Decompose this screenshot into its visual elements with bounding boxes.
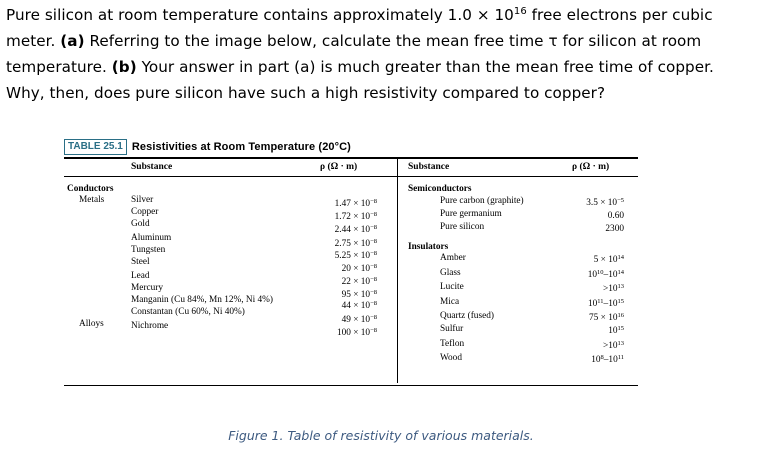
col-header-substance-right: Substance — [408, 162, 450, 172]
resistivity-value — [586, 198, 624, 209]
value-exponent: −8 — [370, 263, 377, 270]
substance-name: Glass — [440, 268, 461, 278]
value-exponent: −8 — [370, 276, 377, 283]
resistivity-value — [342, 315, 377, 326]
resistivity-value — [335, 251, 377, 262]
value-range-tail: –10 — [603, 270, 618, 280]
resistivity-value — [335, 239, 377, 250]
value-mantissa: 100 × 10 — [336, 328, 371, 338]
substance-name: Mercury — [131, 283, 164, 293]
value-exponent: −8 — [370, 314, 377, 321]
value-mantissa: >10 — [602, 341, 618, 351]
part-b-label: (b) — [111, 58, 137, 76]
value-exponent: −8 — [370, 238, 377, 245]
table-title: Resistivities at Room Temperature (20°C) — [131, 141, 351, 153]
value-exponent: −5 — [617, 197, 624, 204]
value-mantissa: 0.60 — [607, 211, 624, 221]
value-mantissa: 49 × 10 — [341, 315, 371, 325]
resistivity-value — [337, 328, 377, 339]
part-a-text: Referring to the image below, calculate the mean free time τ for silicon at room temperature. — [6, 32, 702, 76]
substance-name: Teflon — [440, 339, 465, 349]
substance-name: Lucite — [440, 282, 464, 292]
group-semiconductors: Semiconductors — [408, 184, 472, 194]
substance-name: Nichrome — [131, 321, 169, 331]
resistivity-value — [605, 224, 624, 235]
resistivity-value — [335, 199, 377, 210]
question-part2: free electrons per cubic meter. — [6, 6, 713, 50]
substance-name: Pure carbon (graphite) — [440, 196, 524, 206]
resistivity-value — [603, 284, 624, 295]
value-exponent-2: 15 — [617, 298, 624, 305]
value-mantissa: 2.75 × 10 — [334, 239, 371, 249]
value-exponent: 10 — [597, 269, 604, 276]
substance-name: Manganin (Cu 84%, Mn 12%, Ni 4%) — [131, 295, 274, 305]
value-exponent: 8 — [600, 354, 604, 361]
resistivity-value — [588, 270, 624, 281]
resistivity-value — [591, 355, 624, 366]
value-mantissa: 10 — [591, 355, 601, 365]
value-mantissa: 75 × 10 — [589, 313, 618, 323]
col-header-rho-right: ρ (Ω · m) — [572, 162, 610, 172]
substance-name: Steel — [131, 257, 150, 267]
value-mantissa: 1.47 × 10 — [334, 199, 371, 209]
resistivity-value — [335, 225, 377, 236]
resistivity-value — [342, 277, 377, 288]
resistivity-value — [588, 299, 624, 310]
part-b-text: Your answer in part (a) is much greater than the mean free time of copper. Why, then, does pure silicon have such a high resistivity compared to copper? — [6, 58, 714, 102]
value-exponent: −8 — [370, 289, 377, 296]
substance-name: Constantan (Cu 60%, Ni 40%) — [131, 307, 245, 317]
resistivity-value — [594, 255, 624, 266]
substance-name: Silver — [131, 195, 154, 205]
resistivity-value — [342, 264, 377, 275]
value-exponent: 15 — [617, 325, 624, 332]
value-mantissa: 3.5 × 10 — [586, 198, 618, 208]
resistivity-value — [603, 341, 624, 352]
substance-name: Copper — [131, 207, 159, 217]
group-alloys: Alloys — [79, 319, 104, 329]
substance-name: Tungsten — [131, 245, 166, 255]
value-mantissa: 20 × 10 — [341, 264, 371, 274]
value-exponent: −8 — [370, 327, 377, 334]
substance-name: Lead — [131, 271, 150, 281]
value-mantissa: 1.72 × 10 — [334, 212, 371, 222]
value-range-tail: –10 — [603, 299, 618, 309]
value-mantissa: 5.25 × 10 — [334, 251, 371, 261]
group-conductors: Conductors — [67, 184, 114, 194]
value-exponent: 16 — [617, 312, 624, 319]
resistivity-value — [589, 313, 624, 324]
col-header-rho-left: ρ (Ω · m) — [320, 162, 358, 172]
value-exponent: 13 — [617, 340, 624, 347]
substance-name: Pure silicon — [440, 222, 485, 232]
question-text — [6, 2, 756, 106]
value-mantissa: 2300 — [605, 224, 624, 234]
table-header-rule — [64, 176, 638, 177]
substance-name: Sulfur — [440, 324, 464, 334]
question-part1: Pure silicon at room temperature contains approximately 1.0 × 10 — [6, 6, 514, 24]
value-exponent: −8 — [370, 211, 377, 218]
value-mantissa: >10 — [602, 284, 618, 294]
substance-name: Amber — [440, 253, 466, 263]
value-exponent: −8 — [370, 300, 377, 307]
resistivity-value — [335, 212, 377, 223]
table-number: TABLE 25.1 — [64, 139, 127, 155]
value-range-tail: –10 — [603, 355, 618, 365]
value-exponent: 13 — [617, 283, 624, 290]
col-header-substance-left: Substance — [131, 162, 173, 172]
substance-name: Wood — [440, 353, 462, 363]
question-exponent: 16 — [513, 6, 527, 17]
value-mantissa: 44 × 10 — [341, 301, 371, 311]
table-bottom-rule — [64, 385, 638, 386]
resistivity-value — [608, 211, 624, 222]
group-metals: Metals — [79, 195, 105, 205]
part-a-label: (a) — [60, 32, 85, 50]
value-exponent: −8 — [370, 224, 377, 231]
figure-caption: Figure 1. Table of resistivity of various materials. — [228, 428, 534, 443]
value-mantissa: 10 — [587, 270, 598, 280]
substance-name: Mica — [440, 297, 460, 307]
table-column-divider — [397, 159, 398, 383]
value-exponent: −8 — [370, 250, 377, 257]
value-mantissa: 95 × 10 — [341, 290, 371, 300]
value-mantissa: 5 × 10 — [593, 255, 618, 265]
value-mantissa: 10 — [587, 299, 598, 309]
value-mantissa: 10 — [608, 326, 618, 336]
value-exponent-2: 11 — [617, 354, 624, 361]
value-mantissa: 2.44 × 10 — [334, 225, 371, 235]
group-insulators: Insulators — [408, 242, 449, 252]
resistivity-value — [342, 301, 377, 312]
value-exponent-2: 14 — [617, 269, 624, 276]
table-header — [64, 138, 351, 156]
resistivity-table — [64, 138, 638, 408]
substance-name: Gold — [131, 219, 150, 229]
substance-name: Aluminum — [131, 233, 172, 243]
value-exponent: 14 — [617, 254, 624, 261]
value-mantissa: 22 × 10 — [341, 277, 371, 287]
table-top-rule — [64, 157, 638, 159]
substance-name: Quartz (fused) — [440, 311, 494, 321]
value-exponent: −8 — [370, 198, 377, 205]
value-exponent: 11 — [597, 298, 604, 305]
resistivity-value — [608, 326, 624, 337]
substance-name: Pure germanium — [440, 209, 502, 219]
